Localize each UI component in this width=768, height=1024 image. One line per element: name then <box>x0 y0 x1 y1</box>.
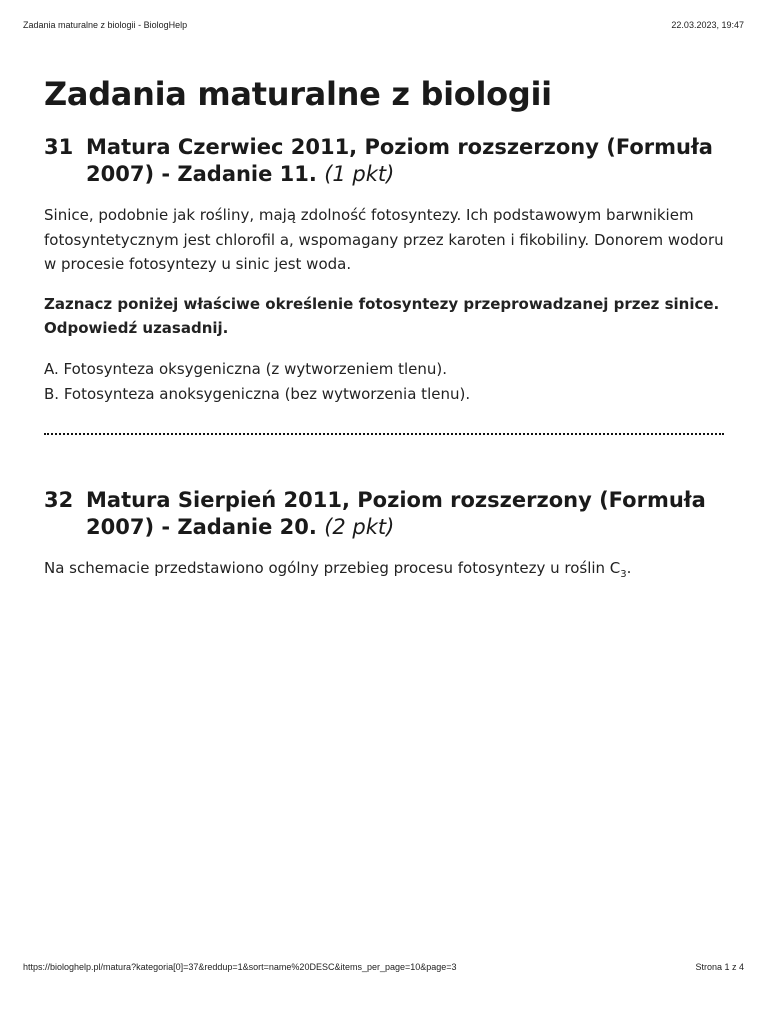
task-title-text: Matura Czerwiec 2011, Poziom rozszerzony (Formuła 2007) - Zadanie 11. <box>86 135 713 186</box>
print-header-title: Zadania maturalne z biologii - BiologHelp <box>23 20 188 30</box>
answer-options <box>44 357 728 407</box>
print-header-datetime: 22.03.2023, 19:47 <box>671 20 744 30</box>
subscript: 3 <box>620 568 627 580</box>
task-intro-text: Na schemacie przedstawiono ogólny przebieg procesu fotosyntezy u roślin C <box>44 558 621 577</box>
page-title: Zadania maturalne z biologii <box>44 75 552 113</box>
task-title <box>86 487 728 541</box>
task-31 <box>44 134 728 435</box>
task-instruction: Zaznacz poniżej właściwe określenie fotosyntezy przeprowadzanej przez sinice. Odpowiedź uzasadnij. <box>44 294 720 337</box>
task-number: 32 <box>44 487 74 512</box>
print-header <box>23 20 744 30</box>
task-heading <box>44 487 728 541</box>
task-intro: Sinice, podobnie jak rośliny, mają zdolność fotosyntezy. Ich podstawowym barwnikiem fotosyntetycznym jest chlorofil a, wspomagany przez karoten i fikobiliny. Donorem wodoru w procesie fotosyntezy u sinic jest woda. <box>44 206 724 273</box>
main-content <box>44 72 728 587</box>
task-title-text: Matura Sierpień 2011, Poziom rozszerzony (Formuła 2007) - Zadanie 20. <box>86 487 706 539</box>
task-heading <box>44 134 728 188</box>
task-title <box>86 134 728 188</box>
print-footer <box>23 962 744 972</box>
print-footer-page-indicator: Strona 1 z 4 <box>695 962 744 972</box>
print-footer-url: https://biologhelp.pl/matura?kategoria[0]=37&reddup=1&sort=name%20DESC&items_per_page=10&page=3 <box>23 962 457 972</box>
task-intro <box>44 556 728 588</box>
task-number: 31 <box>44 135 74 159</box>
answer-dotted-line <box>44 433 724 435</box>
task-32 <box>44 487 728 588</box>
answer-option-a: A. Fotosynteza oksygeniczna (z wytworzeniem tlenu). <box>44 359 448 378</box>
task-intro-end: . <box>626 558 632 577</box>
task-points: (1 pkt) <box>324 162 395 186</box>
task-points: (2 pkt) <box>324 514 395 539</box>
answer-option-b: B. Fotosynteza anoksygeniczna (bez wytworzenia tlenu). <box>44 384 471 403</box>
